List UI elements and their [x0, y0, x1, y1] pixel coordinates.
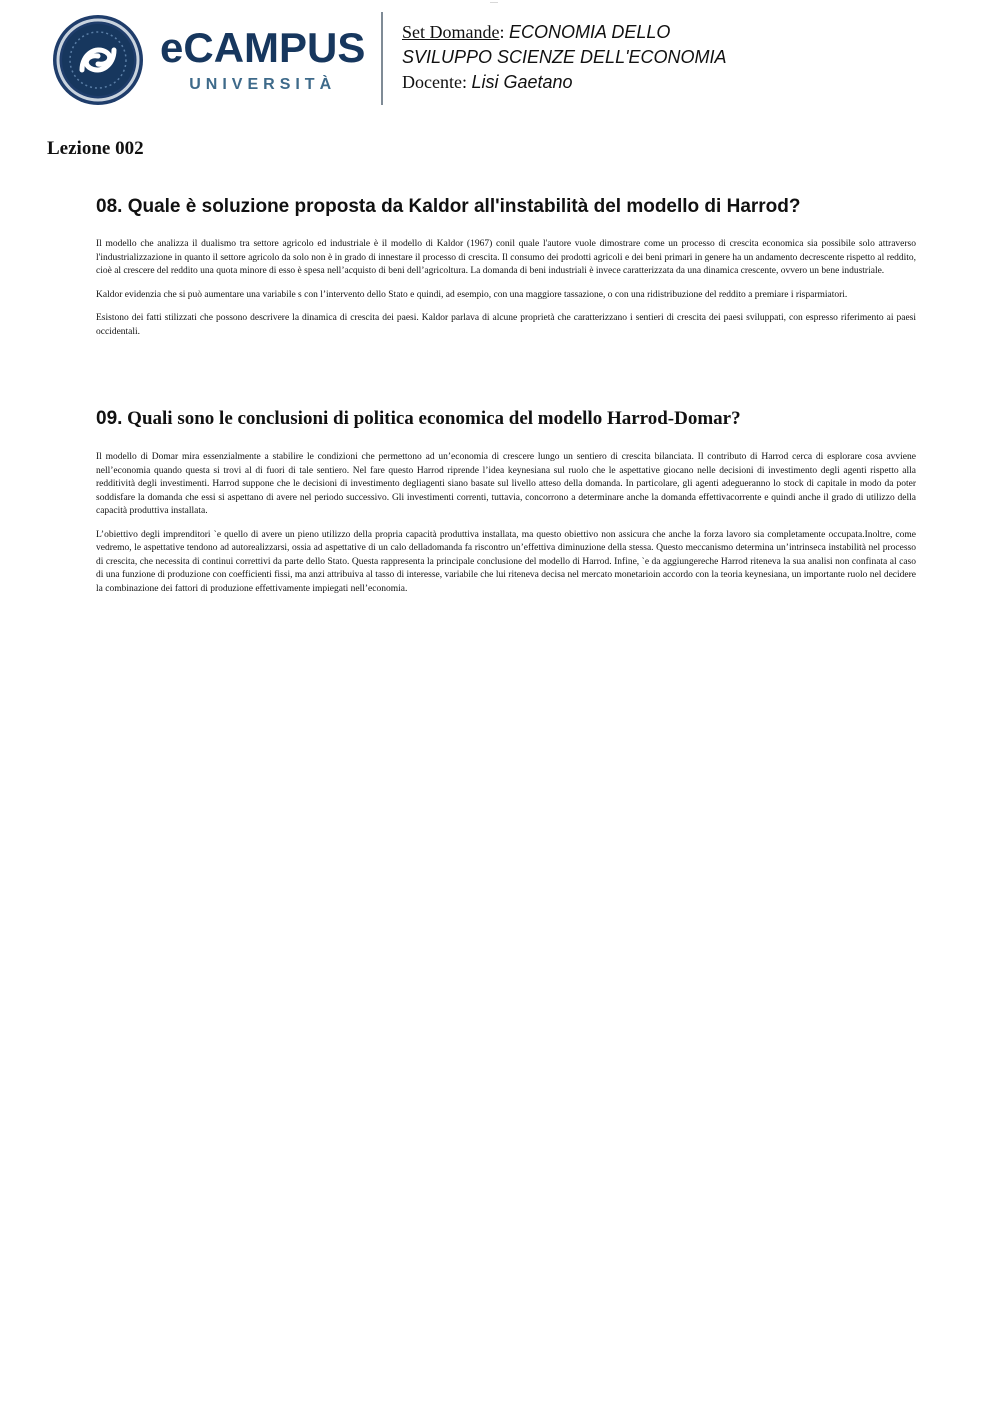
- set-value-line1: ECONOMIA DELLO: [509, 22, 671, 42]
- question-title: [96, 407, 916, 431]
- logo-brand-text: eCAMPUS: [160, 24, 366, 71]
- question-section-08: [96, 195, 916, 349]
- header-meta: Set Domande: ECONOMIA DELLO SVILUPPO SCIENZE DELL'ECONOMIA Docente: Lisi Gaetano: [402, 22, 727, 92]
- answer-paragraph: Kaldor evidenzia che si può aumentare una variabile s con l’intervento dello Stato e quindi, ad esempio, con una maggiore tassazione, o con una ridistribuzione del reddito a premiare i risparmiatori.: [96, 289, 848, 300]
- logo-subtitle: UNIVERSITÀ: [189, 76, 337, 93]
- ecampus-logo: [52, 14, 372, 106]
- teacher-value: Lisi Gaetano: [471, 72, 573, 92]
- answer-paragraph: Il modello che analizza il dualismo tra settore agricolo ed industriale è il modello di Kaldor (1967) conil quale l'autore vuole dimostrare come un processo di crescita economica sia possibile solo attraverso l'industrializzazione in quanto il settore agricolo da solo non è in grado di innestare il processo di crescita. Il consumo dei prodotti agricoli e dei beni primari in genere ha un andamento decrescente rispetto al reddito, cioè al crescere del reddito una quota minore di esso è spesa nell’acquisto di beni dell’agricoltura. La domanda di beni industriali è invece caratterizzata da una dinamica crescente, ovvero un bene industriale.: [96, 239, 916, 276]
- header-divider: [381, 12, 383, 105]
- set-value-line2: SVILUPPO SCIENZE DELL'ECONOMIA: [402, 47, 727, 67]
- lesson-title: Lezione 002: [47, 138, 144, 159]
- question-number: 08.: [96, 196, 123, 217]
- answer-paragraph: L’obiettivo degli imprenditori `e quello di avere un pieno utilizzo della propria capacità produttiva installata, ma questo obiettivo non assicura che anche la forza lavoro sia completamente occupata.Inoltre, come vedremo, le aspettative tendono ad autorealizzarsi, ossia ad aspettative di un calo delladomanda fa riscontro un’effettiva diminuzione della stessa. Questo meccanismo determina un’intrinseca instabilità nel processo di crescita, che necessita di continui correttivi da parte dello Stato. Questa rappresenta la principale conclusione del modello di Harrod. Infine, `e da aggiungereche Harrod riteneva la sua analisi non confinata al caso di una funzione di produzione con coefficienti fissi, ma anzi attribuiva al tasso di interesse, variabile che lui riteneva decisa nel mercato monetarioin accordo con la teoria keynesiana, un importante ruolo nel decidere la combinazione dei fattori di produzione effettivamente impiegati nell’economia.: [96, 529, 916, 594]
- set-label: Set Domande: [402, 22, 500, 42]
- question-section-09: [96, 407, 916, 606]
- ecampus-seal-icon: [52, 14, 144, 106]
- question-text: Quale è soluzione proposta da Kaldor all'instabilità del modello di Harrod?: [127, 196, 801, 217]
- page-marker: ----: [490, 0, 498, 6]
- question-title: [96, 195, 916, 219]
- question-number: 09.: [96, 408, 123, 429]
- answer-paragraph: Esistono dei fatti stilizzati che possono descrivere la dinamica di crescita dei paesi. Kaldor parlava di alcune proprietà che caratterizzano i sentieri di crescita dei paesi sviluppati, con espresso riferimento ai paesi occidentali.: [96, 313, 916, 337]
- answer-paragraph: Il modello di Domar mira essenzialmente a stabilire le condizioni che permettono ad un’economia di crescere lungo un sentiero di crescita bilanciata. Il contributo di Harrod cerca di esplorare cosa avviene nell’economia quando questa si trovi al di fuori di tale sentiero. Nel fare questo Harrod riprende l’idea keynesiana sul ruolo che le aspettative giocano nelle decisioni di investimento degli agenti rispetto alla redditività degli investimenti. Harrod suppone che le decisioni di investimento degliagenti siano basate sul livello atteso della domanda. In particolare, gli agenti adegueranno lo stock di capitale in modo da poter soddisfare la domanda che essi si aspettano di avere nel periodo successivo. Gli investimenti correnti, tuttavia, concorrono a determinare anche la domanda effettivacorrente e quindi anche il grado di utilizzo della capacità produttiva installata.: [96, 452, 916, 516]
- teacher-label: Docente:: [402, 72, 467, 92]
- question-text: Quali sono le conclusioni di politica economica del modello Harrod-Domar?: [127, 408, 741, 429]
